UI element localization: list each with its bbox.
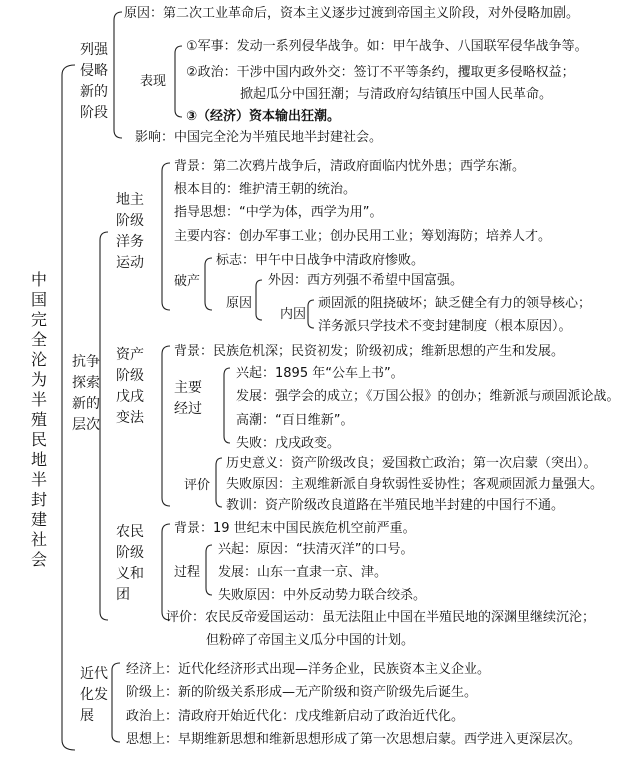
reform-title: 资产阶级戊戌变法 [116, 347, 144, 426]
b-eval-1: 评价：农民反帝爱国运动：虽无法阻止中国在半殖民地的深渊里继续沉沦； [166, 610, 596, 625]
s1-reason: 原因：第二次工业革命后，资本主义逐步过渡到帝国主义阶段，对外侵略加剧。 [124, 6, 580, 21]
process-bracket [224, 368, 230, 443]
s1-impact: 影响：中国完全沦为半殖民地半封建社会。 [135, 130, 383, 145]
section2-title: 抗争探索新的层次 [72, 354, 100, 433]
w-internal-1: 顽固派的阻挠破坏；缺乏健全有力的领导核心； [318, 296, 592, 311]
westernization-title: 地主阶级洋务运动 [116, 192, 144, 271]
boxer-bracket [162, 524, 170, 620]
b-process-label: 过程 [174, 565, 201, 580]
s1-military: ①军事：发动一系列侵华战争。如：甲午战争、八国联军侵华战争等。 [186, 39, 588, 54]
manifest-bracket [175, 46, 182, 117]
boxer-title: 农民阶级义和团 [116, 524, 144, 603]
reform-bracket [162, 346, 170, 506]
w-failure-label: 破产 [174, 274, 201, 289]
s3-economy: 经济上：近代化经济形式出现—洋务企业，民族资本主义企业。 [126, 662, 491, 677]
r-failure: 失败：戊戌政变。 [236, 436, 341, 451]
boxer-process-bracket [206, 545, 212, 595]
r-cause: 失败原因：主观维新派自身软弱性妥协性；客观顽固派力量强大。 [226, 477, 604, 492]
s1-political-2: 掀起瓜分中国狂潮；与清政府勾结镇压中国人民革命。 [240, 87, 553, 102]
b-development: 发展：山东一直隶一京、津。 [218, 565, 388, 580]
s1-economic: ③（经济）资本输出狂潮。 [186, 109, 341, 124]
b-failure: 失败原因：中外反动势力联合绞杀。 [218, 588, 427, 603]
internal-bracket [308, 300, 314, 328]
cause-bracket [256, 280, 262, 320]
w-internal-label: 内因 [280, 307, 307, 322]
s1-political-1: ②政治：干涉中国内政外交：签订不平等条约，攫取更多侵略权益； [186, 65, 575, 80]
section3-bracket [112, 663, 120, 742]
root-title: 中国完全沦为半殖民地半封建社会 [30, 270, 47, 569]
s1-manifest-label: 表现 [140, 74, 167, 89]
r-process-label: 主要经过 [174, 380, 202, 417]
w-purpose: 根本目的：维护清王朝的统治。 [174, 182, 357, 197]
w-background: 背景：第二次鸦片战争后，清政府面临内忧外患；西学东渐。 [174, 159, 526, 174]
r-development: 发展：强学会的成立；《万国公报》的创办；维新派与顽固派论战。 [236, 389, 620, 404]
b-rise: 兴起：原因：“扶清灭洋”的口号。 [218, 542, 414, 557]
s3-thought: 思想上：早期维新思想和维新思想形成了第一次思想启蒙。西学进入更深层次。 [126, 732, 582, 747]
b-background: 背景：19 世纪末中国民族危机空前严重。 [174, 521, 416, 536]
r-eval-label: 评价 [184, 478, 211, 493]
r-climax: 高潮：“百日维新”。 [236, 413, 354, 428]
b-eval-2: 但粉碎了帝国主义瓜分中国的计划。 [206, 633, 415, 648]
s3-politics: 政治上：清政府开始近代化：戊戌维新启动了政治近代化。 [126, 709, 465, 724]
eval-bracket [216, 458, 222, 507]
w-guiding: 指导思想：“中学为体，西学为用”。 [174, 205, 383, 220]
r-background: 背景：民族危机深；民资初发；阶级初成；维新思想的产生和发展。 [174, 344, 565, 359]
r-rise: 兴起：1895 年“公车上书”。 [236, 366, 404, 381]
w-content: 主要内容：创办军事工业；创办民用工业；筹划海防；培养人才。 [174, 229, 552, 244]
section3-title: 近代化发展 [80, 666, 108, 724]
w-cause-label: 原因 [226, 296, 253, 311]
section1-bracket [114, 12, 122, 138]
s3-class: 阶级上：新的阶级关系形成—无产阶级和资产阶级先后诞生。 [126, 685, 478, 700]
failure-bracket [205, 258, 212, 310]
w-internal-2: 洋务派只学技术不变封建制度（根本原因）。 [318, 319, 572, 334]
westernization-bracket [162, 163, 170, 310]
w-mark: 标志：甲午中日战争中清政府惨败。 [216, 253, 425, 268]
r-lesson: 教训：资产阶级改良道路在半殖民地半封建的中国行不通。 [226, 498, 565, 513]
r-significance: 历史意义：资产阶级改良；爱国救亡政治；第一次启蒙（突出）。 [226, 456, 597, 471]
section1-title: 列强侵略新的阶段 [80, 42, 108, 121]
w-external: 外因：西方列强不希望中国富强。 [268, 273, 464, 288]
